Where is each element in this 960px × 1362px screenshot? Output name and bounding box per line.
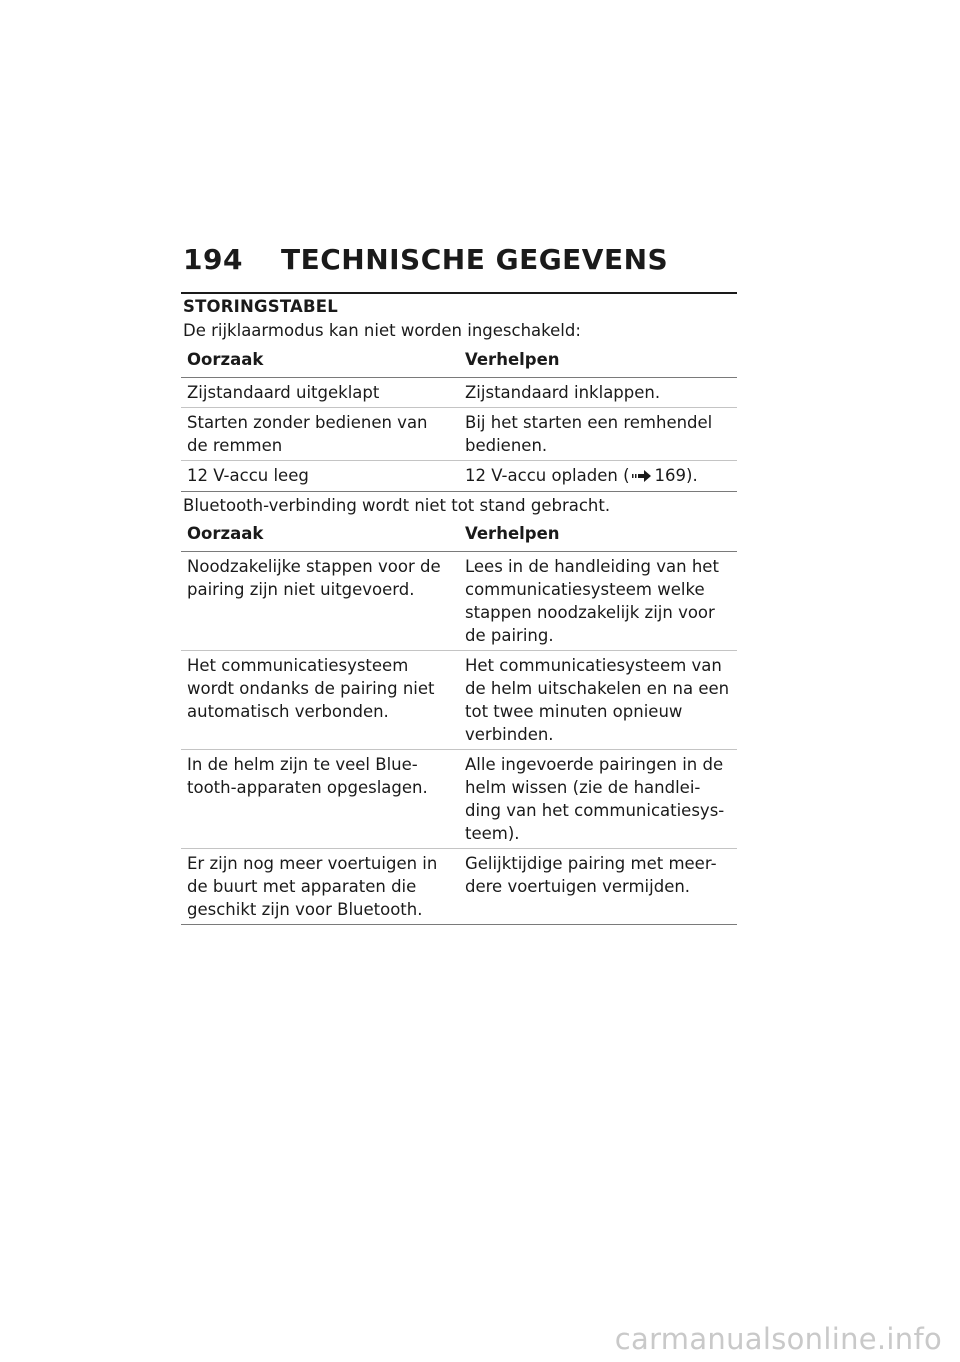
remedy-cell: Het communicatiesysteem van de helm uitschakelen en na een tot twee minuten opnieuw verbinden. xyxy=(459,651,737,750)
column-header-cause: Oorzaak xyxy=(181,522,459,552)
table-row xyxy=(181,849,737,925)
cause-cell: Noodzakelijke stappen voor de pairing zijn niet uitgevoerd. xyxy=(181,552,459,651)
header-rule xyxy=(181,292,737,294)
cause-cell: 12 V-accu leeg xyxy=(181,461,459,492)
table2-intro: Bluetooth-verbinding wordt niet tot stand gebracht. xyxy=(183,496,611,515)
fault-table-bluetooth xyxy=(181,522,737,925)
remedy-cell xyxy=(459,461,737,492)
remedy-cell: Zijstandaard inklappen. xyxy=(459,378,737,408)
table1-intro: De rijklaarmodus kan niet worden ingeschakeld: xyxy=(183,321,581,340)
table-row xyxy=(181,461,737,492)
remedy-cell: Gelijktijdige pairing met meer-dere voertuigen vermijden. xyxy=(459,849,737,925)
table-row xyxy=(181,552,737,651)
table-row xyxy=(181,651,737,750)
remedy-text-prefix: 12 V-accu opladen ( xyxy=(465,466,630,485)
cause-cell: Starten zonder bedienen van de remmen xyxy=(181,408,459,461)
section-title: STORINGSTABEL xyxy=(183,297,338,316)
fault-table-drive-mode xyxy=(181,348,737,492)
cause-cell: Het communicatiesysteem wordt ondanks de pairing niet automatisch verbonden. xyxy=(181,651,459,750)
column-header-remedy: Verhelpen xyxy=(459,348,737,378)
column-header-remedy: Verhelpen xyxy=(459,522,737,552)
column-header-cause: Oorzaak xyxy=(181,348,459,378)
cause-cell: Zijstandaard uitgeklapt xyxy=(181,378,459,408)
chapter-title: TECHNISCHE GEGEVENS xyxy=(281,243,669,276)
page-header xyxy=(183,243,668,276)
table-row xyxy=(181,750,737,849)
page-number: 194 xyxy=(183,243,243,276)
remedy-cell: Alle ingevoerde pairingen in de helm wissen (zie de handlei-ding van het communicatiesys-teem). xyxy=(459,750,737,849)
cause-cell: Er zijn nog meer voertuigen in de buurt met apparaten die geschikt zijn voor Bluetooth. xyxy=(181,849,459,925)
remedy-cell: Bij het starten een remhendel bedienen. xyxy=(459,408,737,461)
table-row xyxy=(181,408,737,461)
table-row xyxy=(181,378,737,408)
cause-cell: In de helm zijn te veel Blue-tooth-apparaten opgeslagen. xyxy=(181,750,459,849)
table-header-row xyxy=(181,348,737,378)
page-reference-arrow-icon[interactable] xyxy=(632,465,652,488)
page-reference-link[interactable]: 169). xyxy=(654,466,698,485)
watermark: carmanualsonline.info xyxy=(614,1322,942,1356)
table-header-row xyxy=(181,522,737,552)
remedy-cell: Lees in de handleiding van het communicatiesysteem welke stappen noodzakelijk zijn voor de pairing. xyxy=(459,552,737,651)
